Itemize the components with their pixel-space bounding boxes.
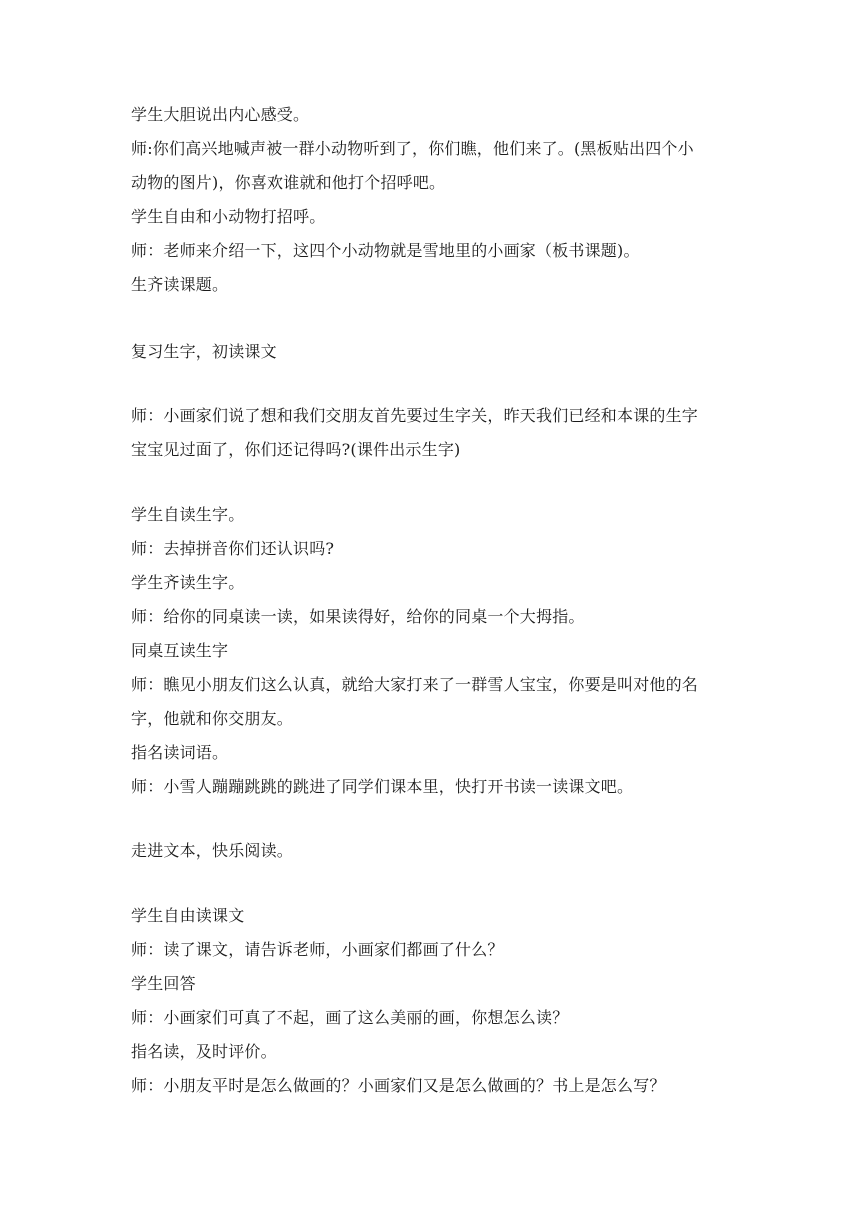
section-heading: 复习生字，初读课文 (131, 342, 277, 361)
text-line: 学生齐读生字。 (131, 573, 245, 592)
text-line: 师：小朋友平时是怎么做画的？小画家们又是怎么做画的？书上是怎么写？ (131, 1076, 666, 1095)
text-line: 学生回答 (131, 974, 196, 993)
text-line: 指名读，及时评价。 (131, 1042, 277, 1061)
text-line: 字，他就和你交朋友。 (131, 709, 294, 728)
text-line: 同桌互读生字 (131, 641, 229, 660)
text-line: 师：老师来介绍一下，这四个小动物就是雪地里的小画家（板书课题)。 (131, 241, 640, 260)
text-line: 师：去掉拼音你们还认识吗? (131, 539, 335, 558)
text-line: 师：小雪人蹦蹦跳跳的跳进了同学们课本里，快打开书读一读课文吧。 (131, 777, 634, 796)
text-line: 学生自由和小动物打招呼。 (131, 207, 326, 226)
text-line: 师:你们高兴地喊声被一群小动物听到了，你们瞧，他们来了。(黑板贴出四个小 (131, 139, 694, 158)
text-line: 学生大胆说出内心感受。 (131, 105, 310, 124)
text-line: 指名读词语。 (131, 743, 229, 762)
text-line: 学生自由读课文 (131, 906, 245, 925)
text-line: 生齐读课题。 (131, 275, 229, 294)
text-line: 师：读了课文，请告诉老师，小画家们都画了什么？ (131, 940, 504, 959)
section-heading: 走进文本，快乐阅读。 (131, 841, 294, 860)
text-line: 师：瞧见小朋友们这么认真，就给大家打来了一群雪人宝宝，你要是叫对他的名 (131, 675, 699, 694)
text-line: 师：小画家们说了想和我们交朋友首先要过生字关，昨天我们已经和本课的生字 (131, 406, 699, 425)
text-line: 宝宝见过面了，你们还记得吗?(课件出示生字) (131, 440, 461, 459)
text-line: 师：小画家们可真了不起，画了这么美丽的画，你想怎么读？ (131, 1008, 569, 1027)
text-line: 学生自读生字。 (131, 505, 245, 524)
text-line: 动物的图片)，你喜欢谁就和他打个招呼吧。 (131, 173, 446, 192)
text-line: 师：给你的同桌读一读，如果读得好，给你的同桌一个大拇指。 (131, 607, 585, 626)
